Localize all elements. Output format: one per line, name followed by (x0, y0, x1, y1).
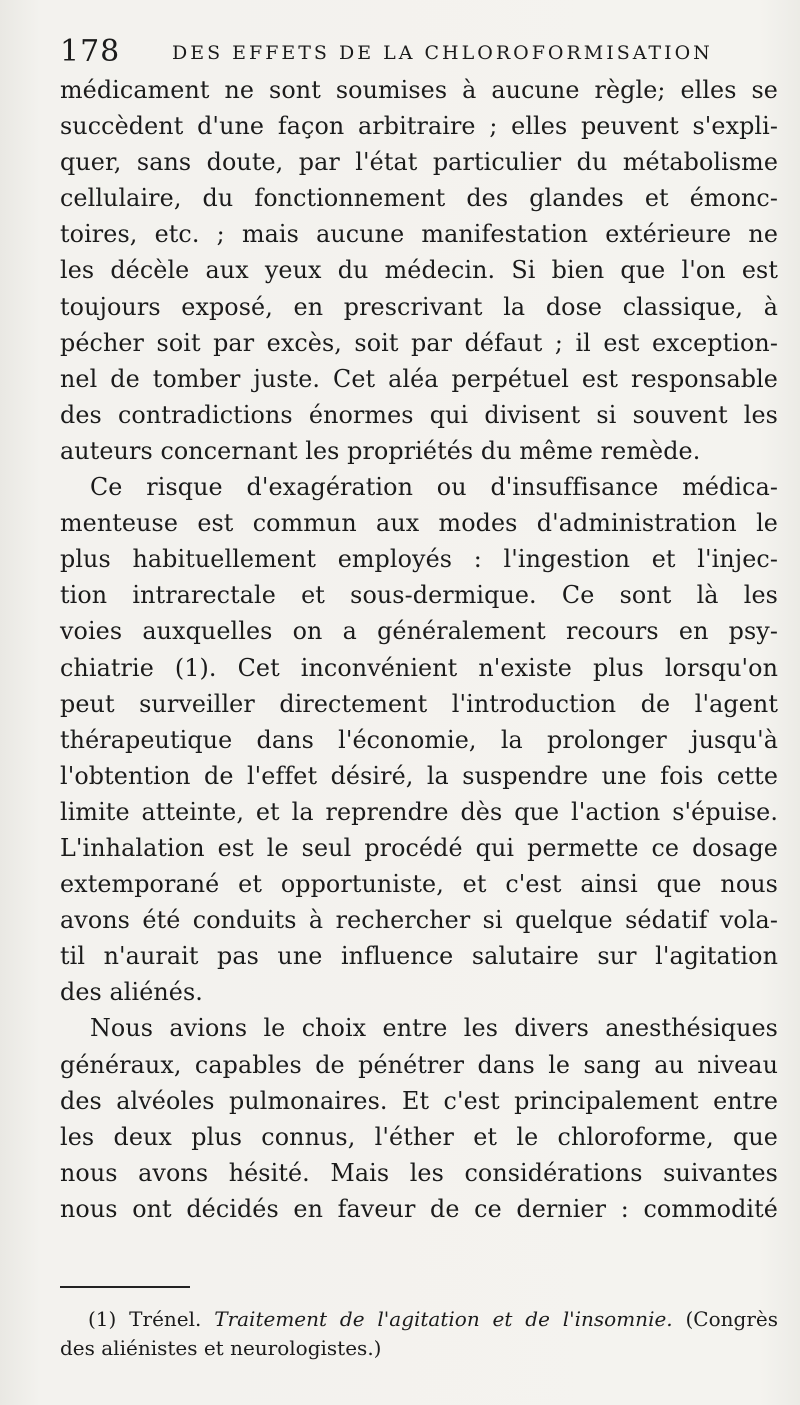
text-line: peut surveiller directement l'introduction de l'agent (60, 689, 778, 718)
text-line: chiatrie (1). Cet inconvénient n'existe plus lorsqu'on (60, 653, 778, 682)
text-line: médicament ne sont soumises à aucune règle; elles se (60, 76, 778, 104)
text-line: L'inhalation est le seul procédé qui permette ce dosage (60, 833, 778, 862)
text-line: nel de tomber juste. Cet aléa perpétuel est responsable (60, 364, 778, 393)
footnote (60, 1305, 778, 1363)
text-line: Nous avions le choix entre les divers anesthésiques (90, 1014, 778, 1043)
text-line: auteurs concernant les propriétés du même remède. (60, 436, 701, 465)
footnote-line (60, 1305, 778, 1334)
text-line: Ce risque d'exagération ou d'insuffisance médica- (90, 473, 778, 502)
footnote-title: Traitement de l'agitation et de l'insomnie. (214, 1307, 673, 1331)
text-line: les décèle aux yeux du médecin. Si bien que l'on est (60, 256, 778, 285)
text-line: tion intrarectale et sous-dermique. Ce sont là les (60, 581, 778, 610)
text-line: des alvéoles pulmonaires. Et c'est principalement entre (60, 1086, 778, 1115)
text-line: extemporané et opportuniste, et c'est ainsi que nous (60, 870, 778, 899)
text-line: til n'aurait pas une influence salutaire sur l'agitation (60, 942, 778, 971)
text-line: nous ont décidés en faveur de ce dernier : commodité (60, 1194, 778, 1223)
text-line: des aliénés. (60, 978, 203, 1007)
text-line: toires, etc. ; mais aucune manifestation extérieure ne (60, 220, 778, 249)
footnote-rule (60, 1286, 190, 1288)
footnote-tail: (Congrès (685, 1307, 778, 1331)
page-header (60, 34, 800, 74)
text-line: pécher soit par excès, soit par défaut ; il est exception- (60, 328, 778, 357)
text-line: nous avons hésité. Mais les considérations suivantes (60, 1158, 778, 1187)
footnote-marker: (1) Trénel. (88, 1307, 202, 1331)
text-line: les deux plus connus, l'éther et le chloroforme, que (60, 1122, 778, 1151)
text-line: menteuse est commun aux modes d'administration le (60, 509, 778, 538)
body-text (60, 72, 778, 1227)
text-line: cellulaire, du fonctionnement des glandes et émonc- (60, 184, 778, 213)
text-line: thérapeutique dans l'économie, la prolonger jusqu'à (60, 725, 778, 754)
text-line: des contradictions énormes qui divisent si souvent les (60, 400, 778, 429)
running-head: DES EFFETS DE LA CHLOROFORMISATION (172, 42, 713, 64)
text-line: l'obtention de l'effet désiré, la suspendre une fois cette (60, 761, 778, 790)
text-line: limite atteinte, et la reprendre dès que l'action s'épuise. (60, 797, 778, 826)
text-line: toujours exposé, en prescrivant la dose classique, à (60, 292, 778, 321)
text-line: avons été conduits à rechercher si quelque sédatif vola- (60, 906, 778, 935)
page-number: 178 (60, 34, 121, 69)
text-line: quer, sans doute, par l'état particulier du métabolisme (60, 148, 778, 177)
text-line: voies auxquelles on a généralement recours en psy- (60, 617, 778, 646)
text-line: généraux, capables de pénétrer dans le sang au niveau (60, 1050, 778, 1079)
text-line: succèdent d'une façon arbitraire ; elles peuvent s'expli- (60, 112, 778, 141)
footnote-line: des aliénistes et neurologistes.) (60, 1336, 382, 1360)
text-line: plus habituellement employés : l'ingestion et l'injec- (60, 545, 778, 574)
